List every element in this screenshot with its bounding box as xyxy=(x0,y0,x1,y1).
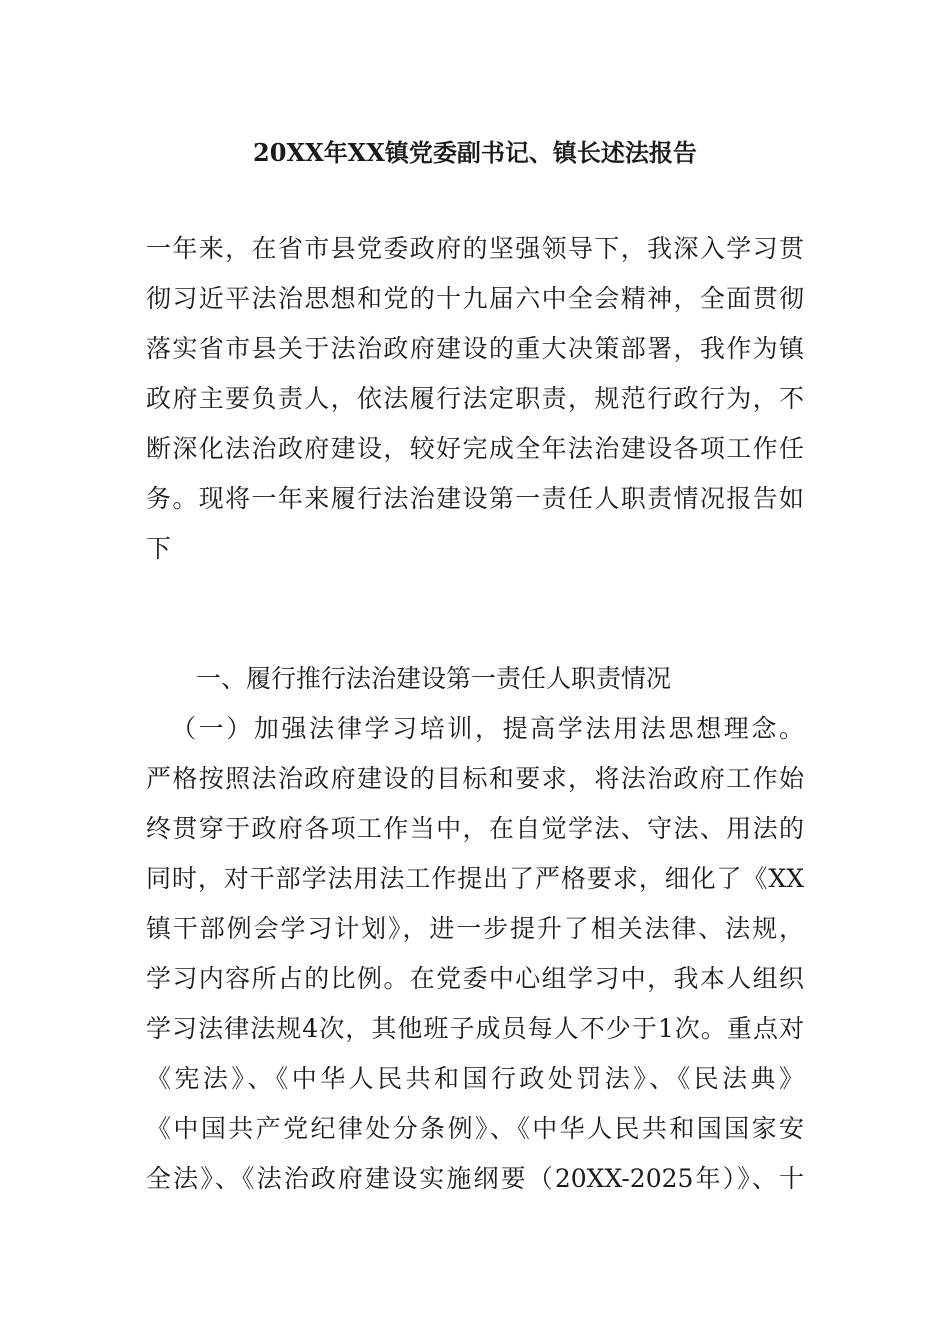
subsection-line-9: 《中国共产党纪律处分条例》、《中华人民共和国国家安 xyxy=(146,1114,804,1143)
subsection-line-4: 同时，对干部学法用法工作提出了严格要求，细化了《XX xyxy=(146,864,804,893)
subsection-heading-line: （一）加强法律学习培训，提高学法用法思想理念。 xyxy=(171,714,804,743)
intro-line-6: 务。现将一年来履行法治建设第一责任人职责情况报告如 xyxy=(146,484,804,513)
subsection-line-5: 镇干部例会学习计划》，进一步提升了相关法律、法规， xyxy=(146,914,804,943)
subsection-line-10: 全法》、《法治政府建设实施纲要（20XX-2025年）》、十 xyxy=(146,1164,804,1193)
intro-line-3: 落实省市县关于法治政府建设的重大决策部署，我作为镇 xyxy=(146,334,804,363)
subsection-line-7: 学习法律法规4次，其他班子成员每人不少于1次。重点对 xyxy=(146,1014,804,1043)
document-title: 20XX年XX镇党委副书记、镇长述法报告 xyxy=(253,138,697,167)
intro-line-2: 彻习近平法治思想和党的十九届六中全会精神，全面贯彻 xyxy=(146,284,804,313)
section-heading: 一、履行推行法治建设第一责任人职责情况 xyxy=(196,664,672,693)
intro-line-1: 一年来，在省市县党委政府的坚强领导下，我深入学习贯 xyxy=(146,234,804,263)
subsection-line-3: 终贯穿于政府各项工作当中，在自觉学法、守法、用法的 xyxy=(146,814,804,843)
subsection-line-2: 严格按照法治政府建设的目标和要求，将法治政府工作始 xyxy=(146,764,804,793)
intro-line-4: 政府主要负责人，依法履行法定职责，规范行政行为，不 xyxy=(146,384,804,413)
subsection-line-6: 学习内容所占的比例。在党委中心组学习中，我本人组织 xyxy=(146,964,804,993)
intro-line-7: 下 xyxy=(146,534,172,563)
intro-line-5: 断深化法治政府建设，较好完成全年法治建设各项工作任 xyxy=(146,434,804,463)
subsection-line-8: 《宪法》、《中华人民共和国行政处罚法》、《民法典》 xyxy=(146,1064,804,1093)
